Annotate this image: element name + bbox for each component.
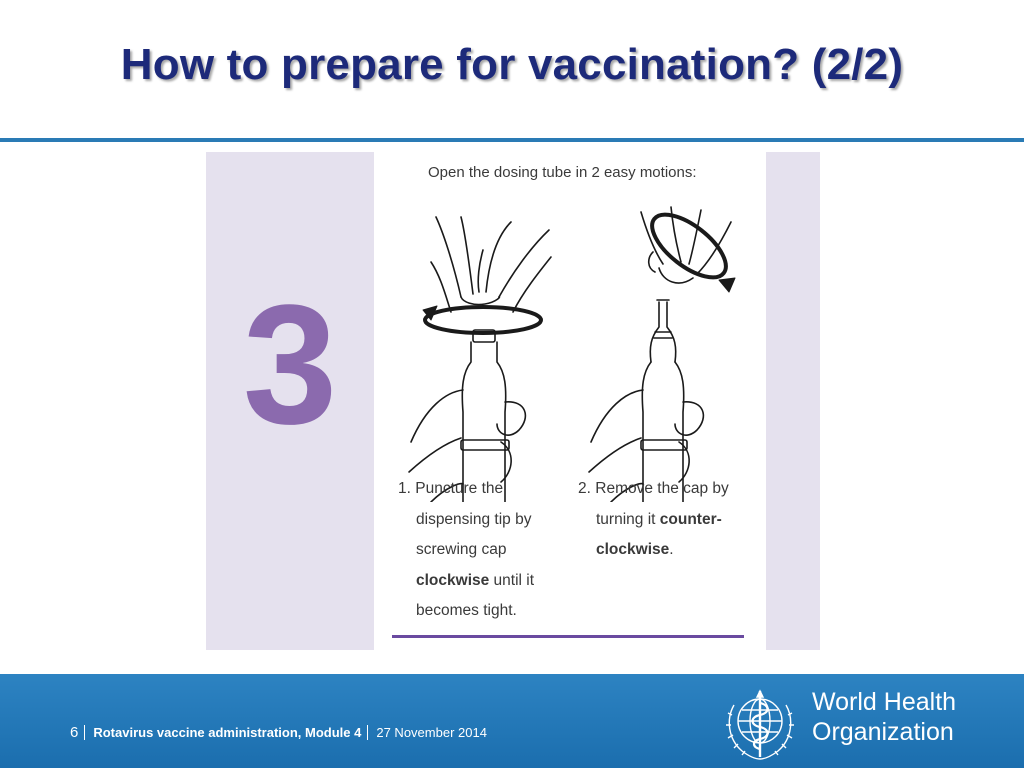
footer-date: 27 November 2014: [376, 725, 487, 740]
step-2-line-2: turning it: [596, 510, 660, 528]
step-1-instruction: [398, 474, 568, 627]
step-2-counter: counter-: [659, 510, 722, 528]
step-2-line-1: Remove the cap by: [595, 480, 729, 497]
step-1-number: 1.: [398, 480, 411, 497]
step-band: [206, 152, 374, 650]
who-wordmark: [812, 687, 956, 747]
figure-heading: Open the dosing tube in 2 easy motions:: [428, 164, 697, 181]
hand-removing-cap-illustration: [581, 202, 751, 502]
step-1-clockwise: clockwise: [416, 571, 490, 589]
title-divider: [0, 138, 1024, 142]
right-band: [766, 152, 820, 650]
slide-title: How to prepare for vaccination? (2/2): [120, 40, 904, 89]
footer-separator: [367, 725, 368, 740]
step-2-period: .: [669, 541, 674, 558]
who-name-line-1: World Health: [812, 688, 957, 716]
step-number: 3: [242, 270, 338, 460]
hand-screwing-cap-illustration: [401, 202, 571, 502]
step-2-instruction: [578, 474, 748, 566]
step-1-line-5: becomes tight.: [416, 602, 517, 619]
page-number: 6: [70, 724, 79, 741]
who-emblem-icon: [720, 683, 800, 763]
who-name-line-2: Organization: [812, 718, 954, 746]
step-1-line-1: Puncture the: [415, 480, 504, 497]
instruction-figure: [206, 152, 820, 650]
footer-separator: [84, 725, 85, 740]
figure-divider: [392, 635, 744, 638]
step-2-clockwise: clockwise: [596, 541, 670, 558]
step-2-number: 2.: [578, 480, 591, 497]
footer-text: [70, 724, 487, 741]
step-1-line-4: until it: [489, 571, 535, 589]
step-1-line-2: dispensing tip by: [416, 510, 532, 528]
module-name: Rotavirus vaccine administration, Module 4: [93, 725, 362, 740]
step-1-line-3: screwing cap: [416, 541, 507, 558]
footer-bar: [0, 674, 1024, 768]
